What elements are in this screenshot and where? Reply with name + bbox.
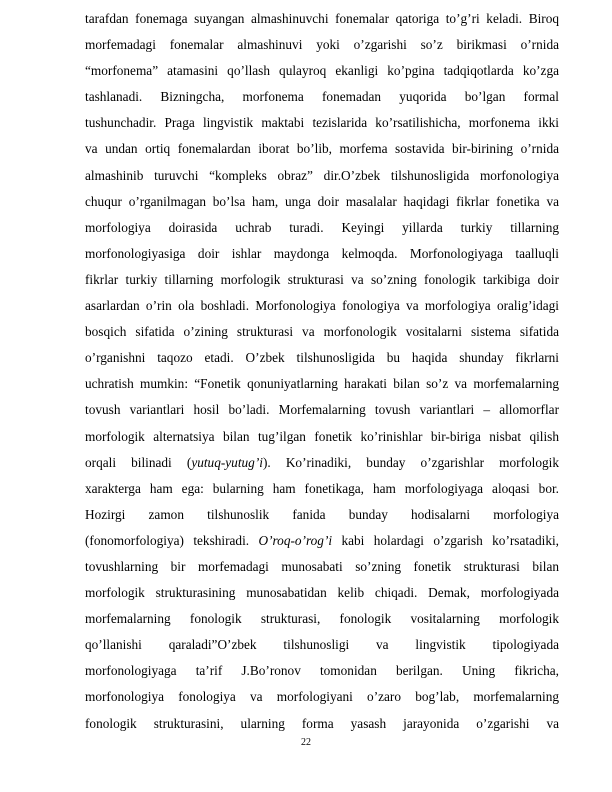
text-segment: fikrlar turkiy tillarning morfologik strukturasi va so’zning fonologik tarkibiga doir <box>85 271 559 287</box>
text-line <box>85 711 559 737</box>
text-line <box>85 293 559 319</box>
text-segment: xarakterga ham ega: bularning ham fonetikaga, ham morfologiyaga aloqasi bor. <box>85 480 559 496</box>
body-text <box>85 6 559 737</box>
text-line <box>85 215 559 241</box>
text-segment: tovushlarning bir morfemadagi munosabati so’zning fonetik strukturasi bilan <box>85 558 559 574</box>
text-segment: morfonologiyasiga doir ishlar maydonga kelmoqda. Morfonologiyaga taalluqli <box>85 245 559 261</box>
text-segment: almashinib turuvchi “kompleks obraz” dir.O’zbek tilshunosligida morfonologiya <box>85 167 559 183</box>
text-segment: tashlanadi. Bizningcha, morfonema fonemadan yuqorida bo’lgan formal <box>85 89 559 105</box>
text-segment: qo’llanishi qaraladi”O’zbek tilshunosligi va lingvistik tipologiyada <box>85 637 559 653</box>
text-segment: morfologiya doirasida uchrab turadi. Keyingi yillarda turkiy tillarning <box>85 219 559 235</box>
text-line <box>85 267 559 293</box>
text-line <box>85 241 559 267</box>
text-line <box>85 110 559 136</box>
text-line <box>85 189 559 215</box>
text-line <box>85 319 559 345</box>
text-segment: fonologik strukturasini, ularning forma yasash jarayonida o’zgarishi va <box>85 715 559 731</box>
text-segment: va undan ortiq fonemalardan iborat bo’lib, morfema sostavida bir-birining o’rnida <box>85 141 559 157</box>
italic-example: yutuq-yutug’i <box>191 454 263 470</box>
text-line <box>85 684 559 710</box>
text-line <box>85 58 559 84</box>
text-segment: kabi holardagi o’zgarish ko’rsatadiki, <box>332 532 559 548</box>
text-segment: morfologik strukturasining munosabatidan kelib chiqadi. Demak, morfologiyada <box>85 585 559 601</box>
text-segment: ). Ko’rinadiki, bunday o’zgarishlar morfologik <box>262 454 560 470</box>
text-segment: uchratish mumkin: “Fonetik qonuniyatlarning harakati bilan so’z va morfemalarning <box>85 376 559 392</box>
text-segment: “morfonema” atamasini qo’llash qulayroq ekanligi ko’pgina tadqiqotlarda ko’zga <box>85 63 559 79</box>
text-segment: Hozirgi zamon tilshunoslik fanida bunday hodisalarni morfologiya <box>85 506 559 522</box>
text-line <box>85 606 559 632</box>
text-segment: morfemadagi fonemalar almashinuvi yoki o’zgarishi so’z birikmasi o’rnida <box>85 37 559 53</box>
text-line <box>85 476 559 502</box>
text-line <box>85 658 559 684</box>
text-line <box>85 502 559 528</box>
text-segment: tovush variantlari hosil bo’ladi. Morfemalarning tovush variantlari – allomorflar <box>85 402 559 418</box>
text-line <box>85 632 559 658</box>
text-segment: morfologik alternatsiya bilan tug’ilgan fonetik ko’rinishlar bir-biriga nisbat qilish <box>85 428 559 444</box>
text-line <box>85 450 559 476</box>
text-segment: tarafdan fonemaga suyangan almashinuvchi fonemalar qatoriga to’g’ri keladi. Biroq <box>85 11 559 26</box>
text-segment: chuqur o’rganilmagan bo’lsa ham, unga doir masalalar haqidagi fikrlar fonetika va <box>85 193 559 209</box>
text-line <box>85 163 559 189</box>
text-line <box>85 528 559 554</box>
text-line <box>85 424 559 450</box>
text-line <box>85 345 559 371</box>
text-segment: o’rganishni taqozo etadi. O’zbek tilshunosligida bu haqida shunday fikrlarni <box>85 350 559 366</box>
text-line <box>85 397 559 423</box>
text-line <box>85 554 559 580</box>
text-line <box>85 84 559 110</box>
text-segment: orqali bilinadi ( <box>85 454 192 470</box>
text-line <box>85 6 559 32</box>
text-line <box>85 371 559 397</box>
text-segment: asarlardan o’rin ola boshladi. Morfonologiya fonologiya va morfologiya oralig’idagi <box>85 298 559 314</box>
text-segment: morfonologiya fonologiya va morfologiyani o’zaro bog’lab, morfemalarning <box>85 689 559 705</box>
text-segment: bosqich sifatida o’zining strukturasi va morfonologik vositalarni sistema sifatida <box>85 324 559 340</box>
text-segment: (fonomorfologiya) tekshiradi. <box>85 532 259 548</box>
text-segment: morfemalarning fonologik strukturasi, fonologik vositalarning morfologik <box>85 611 559 627</box>
page-number: 22 <box>301 737 311 748</box>
text-line <box>85 32 559 58</box>
text-segment: morfonologiyaga ta’rif J.Bo’ronov tomonidan berilgan. Uning fikricha, <box>85 663 559 679</box>
italic-example: O’roq-o’rog’i <box>258 532 333 548</box>
text-segment: tushunchadir. Praga lingvistik maktabi tezislarida ko’rsatilishicha, morfonema ikki <box>85 115 559 131</box>
text-line <box>85 136 559 162</box>
text-line <box>85 580 559 606</box>
